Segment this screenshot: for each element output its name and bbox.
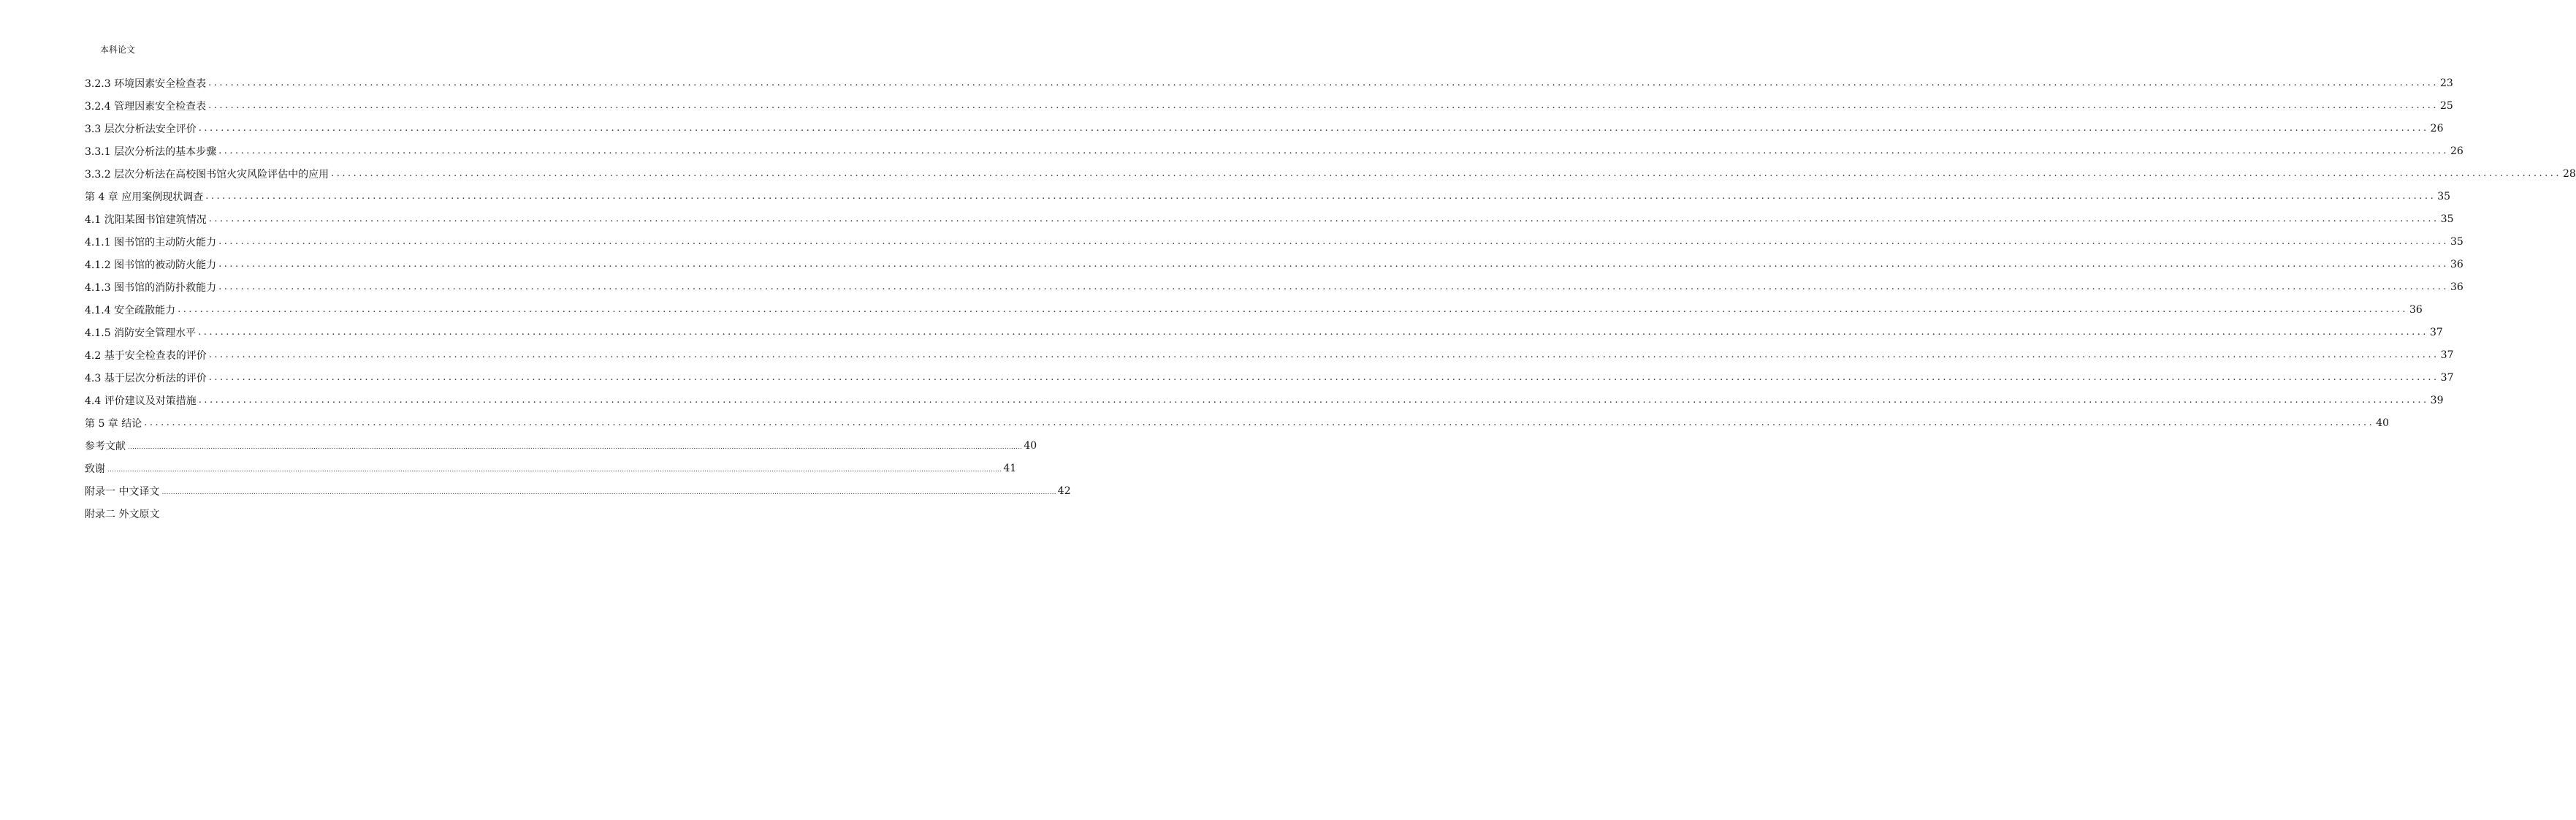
toc-entry-title: 3.3.1 层次分析法的基本步骤 [85,145,217,158]
toc-entry [85,321,2443,343]
toc-entry [85,162,2576,185]
toc-entry-title: 4.1.2 图书馆的被动防火能力 [85,259,217,271]
toc-entry [85,298,2423,321]
toc-page-number: 37 [2440,349,2454,361]
toc-entry [85,366,2454,389]
page-header: 本科论文 [100,45,136,55]
toc-page-number: 35 [2437,190,2451,202]
toc-entry [85,502,525,525]
toc-entry-title: 4.3 基于层次分析法的评价 [85,372,207,384]
toc-entry [85,411,2390,434]
toc-dot-leader: ................................................................................................................................................................................................................................................................................................................................................................................................................ [218,145,2450,156]
toc-page-number: 25 [2440,99,2453,112]
toc-entry [85,276,2463,298]
toc-dot-leader: ................................................................................................................................................................................................................................................................................................................................................................................................................ [198,395,2429,406]
toc-dot-leader: ................................................................................................................................................................................................................................................................................................................................................................................................................ [208,213,2439,224]
toc-entry [85,253,2463,276]
toc-entry [85,94,2453,117]
toc-entry [85,185,2451,208]
toc-page-number: 40 [2376,417,2390,429]
toc-dot-leader: ................................................................................................................................................................................................................................................................................................................................................................................................................ [208,100,2439,111]
toc-entry-title: 3.2.4 管理因素安全检查表 [85,100,207,113]
toc-entry-title: 4.1.1 图书馆的主动防火能力 [85,236,217,248]
toc-dot-leader: ................................................................................................................................................................................................................................................................................................................................................................................................................ [208,372,2439,383]
toc-page-number: 26 [2430,122,2444,134]
toc-entry-title: 第 4 章 应用案例现状调查 [85,191,204,203]
toc-entry-title: 附录二 外文原文 [85,508,160,520]
toc-entry-title: 致谢 [85,463,105,475]
toc-dot-leader: ................................................................................................................................................................................................................................................................................................................................................................................................................ [205,191,2436,202]
toc-entry-title: 4.4 评价建议及对策措施 [85,395,197,407]
toc-page-number: 36 [2450,281,2463,293]
toc-page-number: 40 [1024,439,1037,452]
table-of-contents [85,72,2576,525]
toc-entry-title: 4.1.4 安全疏散能力 [85,304,176,316]
toc-entry [85,140,2463,162]
toc-dot-leader: ................................................................................................................................................................................................................................................................................................................................................................................................................ [198,123,2429,134]
toc-page-number: 36 [2409,303,2423,316]
toc-entry-title: 4.1.3 图书馆的消防扑救能力 [85,281,217,294]
toc-entry-title: 4.1.5 消防安全管理水平 [85,327,197,339]
toc-dot-leader: ................................................................................................................................................................................................................................................................................................................................................................................................................ [178,304,2409,315]
toc-dot-leader: ................................................................................................................................................................................................................................................................................................................................................................................................................ [218,281,2450,292]
toc-entry [85,230,2463,253]
toc-page-number: 42 [1057,485,1071,497]
toc-entry [85,479,1071,502]
toc-page-number: 37 [2440,371,2454,384]
toc-entry [85,389,2444,411]
toc-dot-leader: ................................................................................................................................................................................................................................................................................................................................................................................................................ [161,488,1056,496]
toc-entry [85,72,2453,94]
toc-entry-title: 3.3.2 层次分析法在高校图书馆火灾风险评估中的应用 [85,168,329,181]
toc-dot-leader: ................................................................................................................................................................................................................................................................................................................................................................................................................ [198,327,2429,338]
toc-entry [85,457,1017,479]
toc-entry-title: 3.3 层次分析法安全评价 [85,123,197,135]
toc-entry-title: 参考文献 [85,440,126,452]
toc-page-number: 35 [2450,235,2463,248]
toc-dot-leader: ................................................................................................................................................................................................................................................................................................................................................................................................................ [144,417,2375,428]
toc-dot-leader: ................................................................................................................................................................................................................................................................................................................................................................................................................ [331,168,2562,179]
toc-page-number: 36 [2450,258,2463,270]
toc-entry-title: 附录一 中文译文 [85,485,160,498]
toc-dot-leader: ................................................................................................................................................................................................................................................................................................................................................................................................................ [218,259,2450,270]
toc-entry-title: 4.2 基于安全检查表的评价 [85,349,207,362]
toc-dot-leader: ................................................................................................................................................................................................................................................................................................................................................................................................................ [208,349,2439,360]
toc-entry [85,343,2454,366]
toc-entry-title: 4.1 沈阳某图书馆建筑情况 [85,213,207,226]
toc-page-number: 28 [2563,167,2576,180]
toc-entry [85,117,2444,140]
toc-page-number: 26 [2450,145,2463,157]
toc-dot-leader: ................................................................................................................................................................................................................................................................................................................................................................................................................ [128,443,1023,451]
toc-entry-title: 第 5 章 结论 [85,417,142,430]
toc-page-number: 23 [2440,77,2453,89]
toc-dot-leader: ................................................................................................................................................................................................................................................................................................................................................................................................................ [218,236,2450,247]
toc-page-number: 37 [2430,326,2443,338]
toc-entry [85,434,1037,457]
toc-page-number: 41 [1003,462,1017,474]
toc-page-number: 39 [2430,394,2444,406]
toc-dot-leader: ................................................................................................................................................................................................................................................................................................................................................................................................................ [208,77,2439,88]
toc-entry-title: 3.2.3 环境因素安全检查表 [85,77,207,90]
toc-dot-leader: ................................................................................................................................................................................................................................................................................................................................................................................................................ [107,466,1002,474]
toc-entry [85,208,2454,230]
toc-page-number: 35 [2440,213,2454,225]
